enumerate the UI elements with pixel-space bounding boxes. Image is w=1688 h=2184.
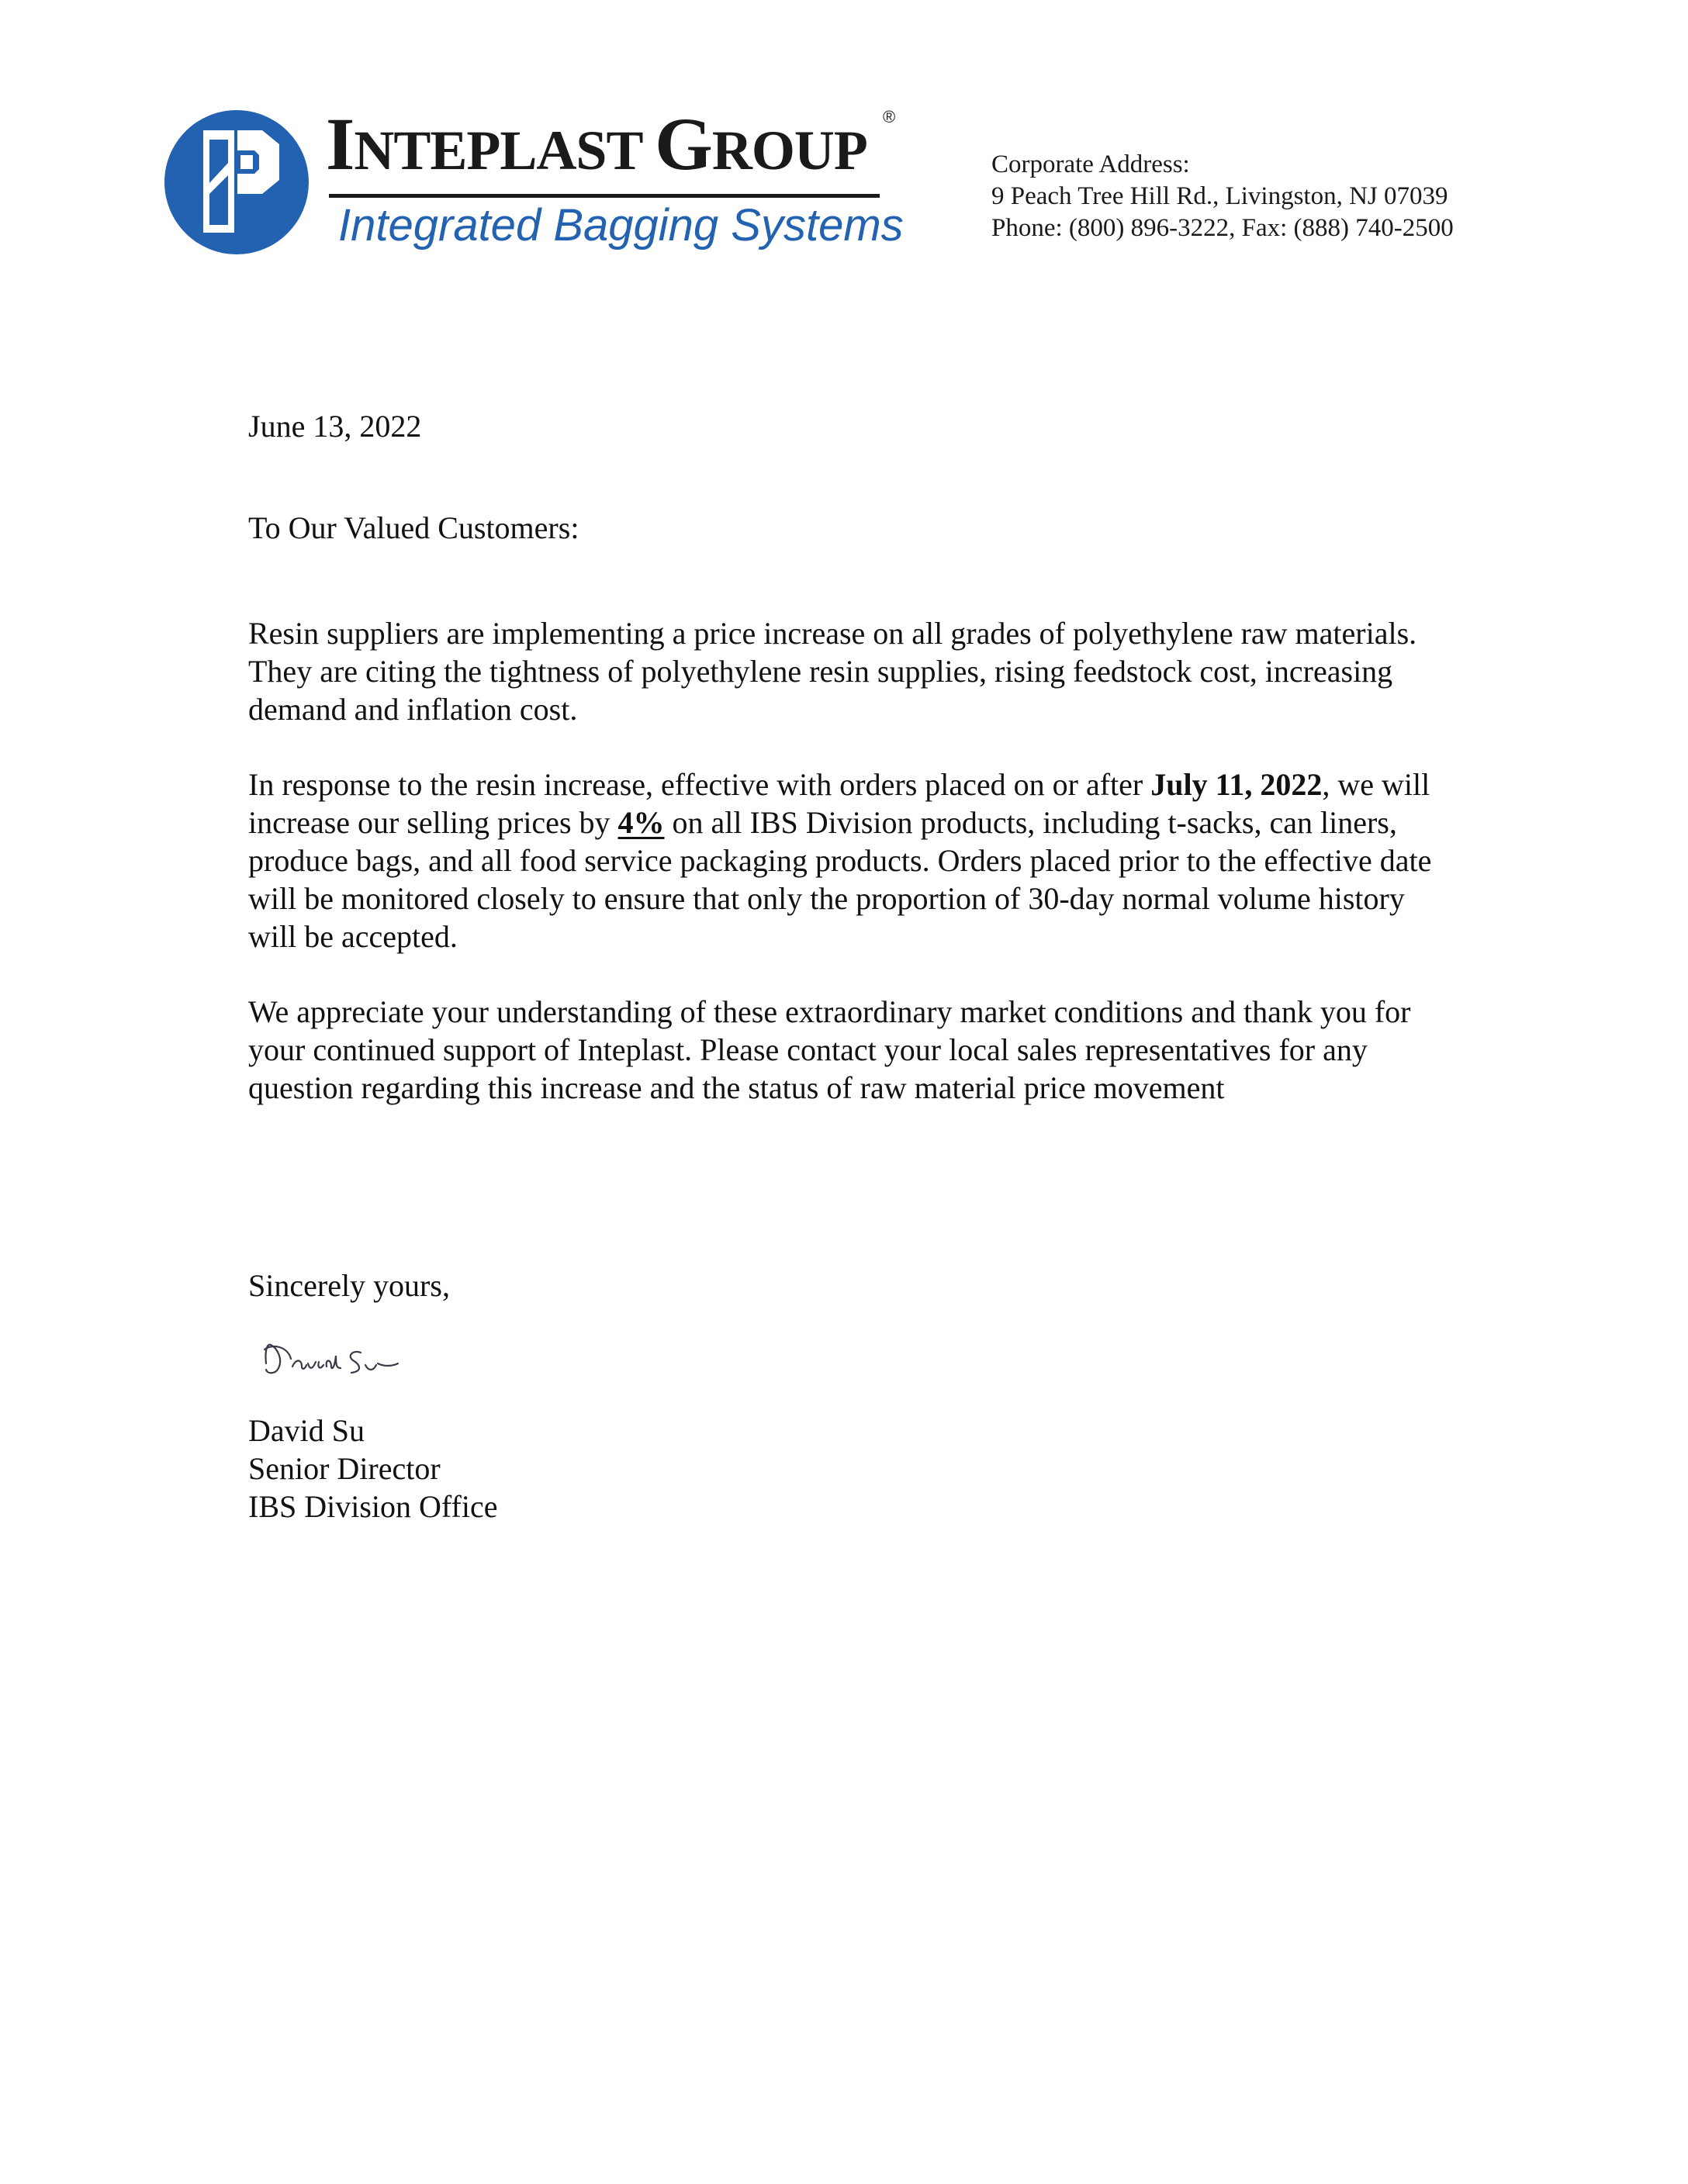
brand-name-initial-1: I bbox=[326, 102, 355, 185]
paragraph-2-intro: In response to the resin increase, effective with orders placed on or after bbox=[248, 767, 1151, 802]
corporate-phone-fax: Phone: (800) 896-3222, Fax: (888) 740-2500 bbox=[991, 214, 1454, 242]
letter-salutation: To Our Valued Customers: bbox=[248, 510, 579, 545]
signer-block bbox=[248, 1412, 497, 1526]
corporate-address-street: 9 Peach Tree Hill Rd., Livingston, NJ 07039 bbox=[991, 182, 1448, 210]
increase-percent: 4% bbox=[617, 805, 665, 840]
paragraph-2-middle: , we will increase our selling prices by bbox=[248, 767, 1430, 840]
registered-trademark: ® bbox=[883, 107, 896, 126]
brand-name-rest-2: ROUP bbox=[711, 119, 867, 181]
letter-paragraph-3: We appreciate your understanding of these extraordinary market conditions and thank you for your continued support of Inteplast. Please contact your local sales representatives for any question regarding this increase and the status of raw material price movement bbox=[248, 994, 1411, 1105]
inteplast-logo-icon bbox=[163, 109, 310, 256]
brand-tagline: Integrated Bagging Systems bbox=[338, 200, 904, 251]
effective-date: July 11, 2022 bbox=[1150, 767, 1323, 802]
letter-paragraph-1: Resin suppliers are implementing a price increase on all grades of polyethylene raw materials. They are citing the tightness of polyethylene resin supplies, rising feedstock cost, increasing demand and inflation cost. bbox=[248, 616, 1417, 727]
letter-date: June 13, 2022 bbox=[248, 409, 422, 444]
signer-office: IBS Division Office bbox=[248, 1489, 498, 1524]
letter-paragraph-2 bbox=[248, 765, 1458, 955]
corporate-address-label: Corporate Address: bbox=[991, 150, 1190, 178]
letterhead bbox=[0, 0, 1688, 279]
brand-name-rest-1: NTEPLAST bbox=[354, 119, 642, 181]
brand-divider bbox=[329, 194, 880, 198]
handwritten-signature bbox=[260, 1332, 423, 1387]
letter-closing: Sincerely yours, bbox=[248, 1268, 450, 1303]
brand-name bbox=[326, 102, 884, 185]
signer-name: David Su bbox=[248, 1413, 365, 1448]
corporate-address bbox=[991, 149, 1488, 244]
signer-title: Senior Director bbox=[248, 1451, 441, 1486]
brand-name-initial-2: G bbox=[655, 102, 712, 185]
paragraph-2-rest: on all IBS Division products, including t-sacks, can liners, produce bags, and all food service packaging products. Orders placed prior to the effective date will be monitored closely to ensure that only the proportion of 30-day normal volume history will be accepted. bbox=[248, 805, 1432, 954]
